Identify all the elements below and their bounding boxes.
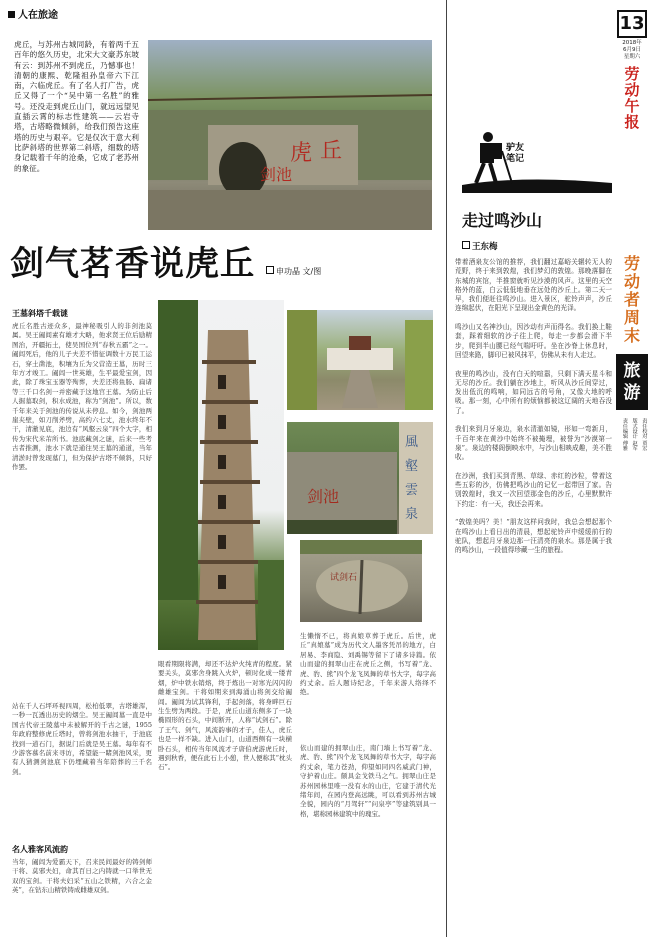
svg-text:虎: 虎 (290, 141, 313, 166)
right-author-name: 王东梅 (472, 242, 498, 252)
credit-line: 责任编辑 傅雅 (622, 418, 628, 451)
svg-text:试剑石: 试剑石 (330, 573, 358, 583)
pagoda-illustration (158, 300, 284, 650)
section-name-badge: 旅游 (616, 354, 648, 410)
paper-logo: 劳动午报 (624, 65, 640, 131)
column-1-paragraph-1: 虎丘名胜古迹众多，最神秘吸引人的非剑池莫属。吴王阖闾素有雄才大略，他求贤王位后励精图治，开疆拓土，使吴国位列“春秋五霸”之一。阖闾死后，他的儿子夫差不惜征调数十万民工运石，穿土凿池，积壤为丘为父营造王墓，历时三年方才竣工。阖闾一世英雄，生平最爱宝剑，因此，除了珠宝玉器等殉葬，夫差还将鱼肠、扁诸等三千口名剑一并密藏于这地宫王墓。为防止后人掘墓取剑，积水成池，称为“剑池”。所以，数千年来关于剑池的传说从未停息。如今，剑池两崖夹壁，如刀削斧劈，高约六七丈，池水终年不干，清澈见底，池边有“风壑云泉”四个大字，相传为宋代米芾所书。池底藏剑之谜，后来一些考古者推测，池水下就是通往吴王墓的通道，当年清淤时曾发现墓门，但为保护古塔不倾斜，只好作罢。 (12, 322, 152, 472)
right-article-author (462, 240, 498, 252)
svg-text:泉: 泉 (405, 507, 419, 522)
box-bullet-icon (266, 266, 274, 274)
hiker-icon (462, 125, 612, 193)
column-divider (446, 0, 447, 937)
main-title: 剑气茗香说虎丘 (10, 244, 255, 284)
right-article-title: 走过鸣沙山 (462, 211, 543, 230)
column-1-paragraph-3: 当年，阖闾为爱霸天下，召来民间最好的铸剑师干将、莫邪夫妇，命其百日之内铸就一口举世无双的宝剑。干将夫妇采“五山之铁精，六合之金英”，在钻东山精铁铸成雌雄双剑。 (12, 858, 152, 895)
sword-test-stone-illustration (300, 540, 422, 622)
sword-pond-illustration (148, 40, 432, 230)
column-3-paragraph-2: 依山而建的拥翠山庄，南门墙上书写着“龙、虎、豹、熊”四个龙飞凤舞的草书大字，每字高约丈余，笔力苍劲，仰望如同四名威武门神，守护着山庄。颇具金戈铁马之气。拥翠山庄是苏州园林里唯一没有水的山庄，它建于清代光绪年间，在园内登高远眺，可以看到苏州古城全貌，园内的“月驾轩”“问泉亭”等建筑别具一格，堪称园林建筑中的瑰宝。 (300, 744, 436, 818)
svg-text:壑: 壑 (405, 459, 419, 474)
svg-text:風: 風 (405, 435, 419, 450)
section-tag (8, 6, 58, 21)
weekly-title: 劳动者周末 (623, 254, 640, 345)
right-article-text: 带着酒泉友公馆的推荐，我们翻过嘉峪关辗转无人的荒野，终于来到敦煌，我们梦幻的敦煌。那晚落脚在东城的宾馆，半推窗就听见沙漠的风声。这里的天空格外的蓝，白云低低地垂在远处的沙丘上。第二天一早，我们便赶往鸣沙山。进入景区，驼铃声声，沙丘连绵起伏，在阳光下呈现出金黄色的光泽。 鸣沙山又名神沙山，因沙动有声而得名。我们换上鞋套，踩着细软的沙子往上爬，每走一步都会滑下半步，爬到半山腰已经气喘吁吁。坐在沙脊上休息时，回望来路，脚印已被风抹平，仿佛从未有人走过。 夜里的鸣沙山，没有白天的喧嚣，只剩下满天星斗和无尽的沙丘。我们躺在沙地上，听风从沙丘间穿过，发出低沉的鸣响，如同远古的号角，又像大地的呼吸。那一刻，心中所有的烦恼都被这辽阔的天地吞没了。 我们来到月牙泉边，泉水清澈如镜，形如一弯新月，千百年来在黄沙中始终不被掩埋，被誉为“沙漠第一泉”。泉边的楼阁倒映水中，与沙山相映成趣，美不胜收。 在沙洲，我们买到青黑、草绿、赤红的沙粒，带着这些五彩的沙，仿佛把鸣沙山的记忆一起带回了家。告别敦煌时，我又一次回望那金色的沙丘，心里默默许下约定：有一天，我还会再来。 “敦煌美吗？美！”朋友这样问我时，我总会想起那个在鸣沙山上看日出的清晨，想起驼铃声中缓缓前行的驼队，想起月牙泉边那一汪清亮的泉水。那是属于我的鸣沙山，一段值得珍藏一生的旅程。 (455, 258, 612, 555)
photo-temple-gate (287, 310, 433, 410)
photo-sword-pond (148, 40, 432, 230)
byline (266, 266, 321, 277)
photo-calligraphy-wall (287, 422, 433, 534)
box-bullet-icon (462, 241, 470, 249)
svg-text:丘: 丘 (320, 139, 343, 164)
calligraphy-wall-illustration (287, 422, 433, 534)
photo-sword-test-stone (300, 540, 422, 622)
byline-text: 申功晶 文/图 (276, 267, 322, 276)
subheading-1: 王墓斜塔千载谜 (12, 309, 68, 318)
photo-pagoda (158, 300, 284, 650)
column-3-paragraph-1: 生懒惰不已，将真娘草葬于虎丘。后世，虎丘“真娘墓”成为历代文人墨客凭吊的地方，白居易、李商隐、刘禹锡等留下了诸多诗篇。依山而建的拥翠山庄在虎丘之侧，书写着“龙、虎、豹、熊”四个龙飞凤舞的草书大字，每字高约丈余。后人题诗纪念，千年来游人络绎不绝。 (300, 632, 436, 697)
credit-line: 版式设计 赵军 (631, 418, 638, 451)
editorial-credits (620, 418, 648, 451)
travel-notes-logo (462, 125, 612, 193)
section-tag-label: 人在旅途 (18, 10, 58, 21)
page-number: 13 (617, 10, 647, 38)
svg-text:剑池: 剑池 (260, 165, 293, 184)
column-2-paragraph: 眼看期限将满，却还不达炉火纯青的程度。紧要关头，莫邪舍身跳入火炉，顿时化成一缕青烟，炉中铁水销熔，终于炼出一对寒光闪闪的雌雄宝剑。干将如期来到海涌山将剑交给阖闾。阖闾为试其锋利，手起剑落，将身畔巨石生生劈为两段。于是，虎丘山道东侧多了一块椭圆形的石头，中间断开，人称“试剑石”。除了王气、剑气，风流韵事的才子，佳人，虎丘也是一样不缺。进入山门，山道西侧有一块横卧石头，相传当年风流才子唐伯虎游虎丘时，遇到秋香，便在此石上小憩，世人便称其“枕头石”。 (158, 660, 292, 772)
intro-paragraph: 虎丘，与苏州古城同龄，有着两千五百年的悠久历史，北宋大文豪苏东坡有云：到苏州不到虎丘，乃憾事也！清朝的康熙、乾隆祖孙皇帝六下江南，六临虎丘。有了名人打广告，虎丘又得了一个“吴中第一名胜”的雅号。还没走到虎丘山门，就远远望见直插云霄的标志性建筑——云岩寺塔，古塔略微倾斜，给我们预告这座塔的历史与艰辛。它是仅次于意大利比萨斜塔的世界第二斜塔，细数的塔身记载着千年的沧桑，它成了老苏州的象征。 (14, 40, 139, 173)
temple-gate-illustration (287, 310, 433, 410)
issue-date: 2018年 6月9日 星期六 (622, 40, 642, 60)
credit-line: 责任校对 贾宏 (641, 418, 648, 451)
svg-text:雲: 雲 (405, 483, 419, 498)
square-bullet-icon (8, 11, 15, 18)
travel-notes-label: 驴友笔记 (506, 143, 525, 164)
svg-text:剑池: 剑池 (307, 487, 340, 506)
subheading-2: 名人雅客风流韵 (12, 845, 68, 854)
column-1-paragraph-2: 站在千人石坪环视四周，松柏低翠，古塔雄浑，一秒一瓦透出历史的烟尘。吴王阖闾墓一直是中国古代帝王陵墓中未被解开的千古之谜，1955年政府整修虎丘塔时，曾将剑池水抽干，于池底找到一道石门，据说门后就是吴王墓。每年有不少游客慕名前来寻访，希望能一睹剑池风采，更有人猜测剑池底下仍埋藏着当年陪葬的三千名剑。 (12, 702, 152, 776)
